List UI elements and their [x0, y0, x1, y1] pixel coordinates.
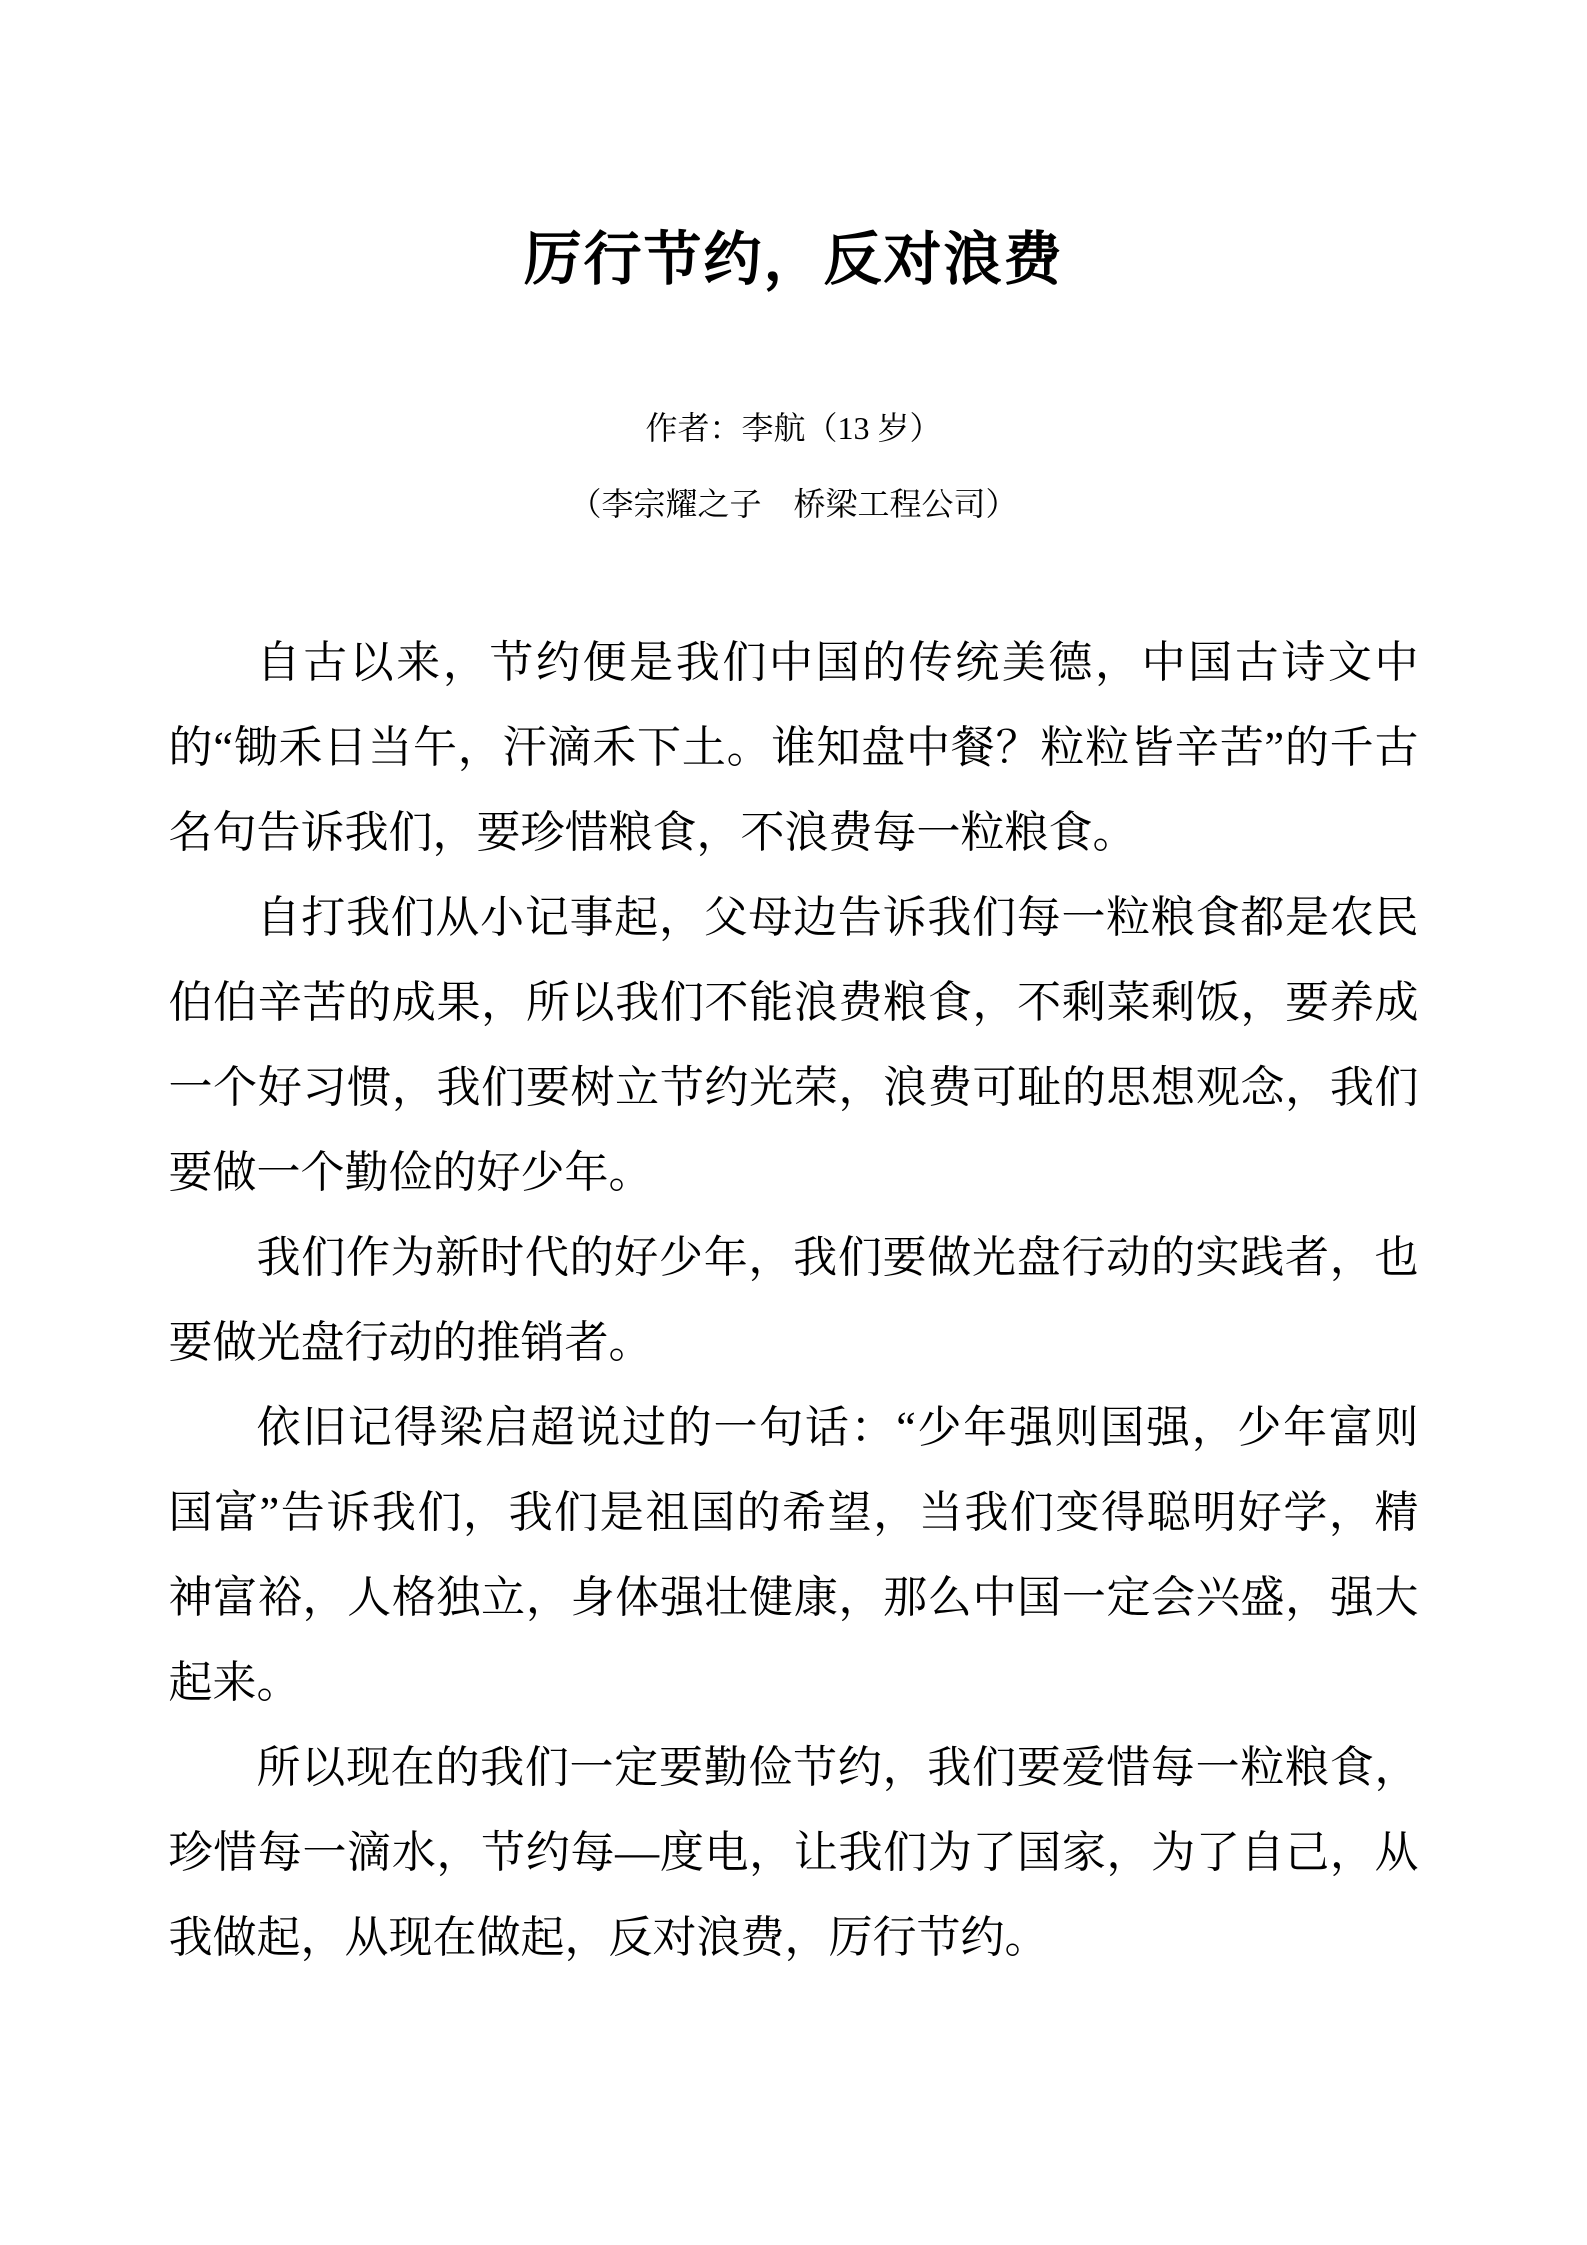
document-body [169, 620, 1419, 1980]
paragraph: 所以现在的我们一定要勤俭节约，我们要爱惜每一粒粮食，珍惜每一滴水，节约每—度电，让我们为了国家，为了自己，从我做起，从现在做起，反对浪费，厉行节约。 [168, 1742, 1419, 1962]
paragraph: 依旧记得梁启超说过的一句话：“少年强则国强，少年富则国富”告诉我们，我们是祖国的希望，当我们变得聪明好学，精神富裕，人格独立，身体强壮健康，那么中国一定会兴盛，强大起来。 [168, 1402, 1419, 1707]
paragraph: 自打我们从小记事起，父母边告诉我们每一粒粮食都是农民伯伯辛苦的成果，所以我们不能浪费粮食，不剩菜剩饭，要养成一个好习惯，我们要树立节约光荣，浪费可耻的思想观念，我们要做一个勤俭的好少年。 [168, 892, 1419, 1197]
author-line: 作者：李航（13 岁） [645, 409, 942, 446]
document-title: 厉行节约，反对浪费 [523, 227, 1064, 292]
paragraph: 自古以来，节约便是我们中国的传统美德，中国古诗文中的“锄禾日当午，汗滴禾下土。谁知盘中餐？粒粒皆辛苦”的千古名句告诉我们，要珍惜粮食，不浪费每一粒粮食。 [168, 637, 1419, 857]
byline-block [0, 390, 1587, 542]
affiliation-line: （李宗耀之子 桥梁工程公司） [569, 485, 1018, 522]
paragraph: 我们作为新时代的好少年，我们要做光盘行动的实践者，也要做光盘行动的推销者。 [168, 1232, 1419, 1367]
